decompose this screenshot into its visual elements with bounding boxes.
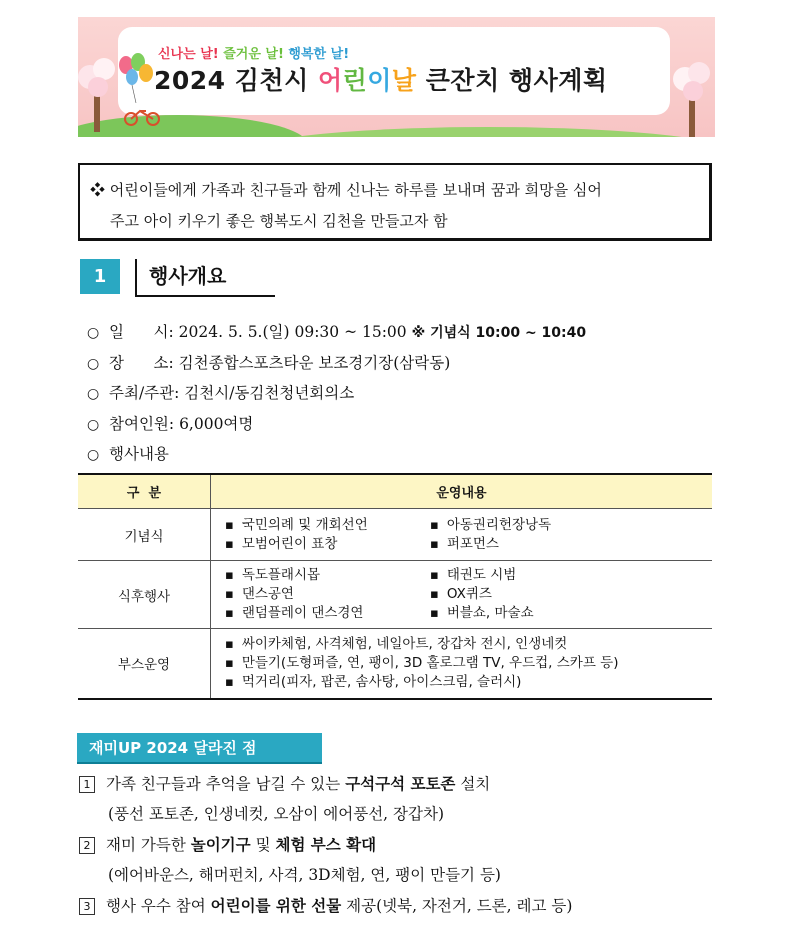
bullet-circle: ○	[87, 325, 100, 341]
table-header: 운영내용	[211, 474, 713, 509]
banner-subtitle	[158, 43, 349, 62]
overview-label: 참여인원	[109, 415, 169, 433]
section-underline	[135, 295, 275, 297]
list-item: ▪ 퍼포먼스	[430, 535, 640, 554]
table-category: 식후행사	[78, 561, 211, 629]
table-category: 부스운영	[78, 629, 211, 699]
list-item: ▪ 먹거리(피자, 팝콘, 솜사탕, 아이스크림, 슬러시)	[225, 673, 711, 692]
table-header-row	[78, 474, 712, 509]
overview-value: 김천종합스포츠타운 보조경기장(삼락동)	[178, 354, 451, 372]
bullet-circle: ○	[87, 356, 100, 372]
bullet-circle: ○	[87, 386, 100, 402]
title-part: 큰잔치 행사계획	[416, 66, 608, 95]
point-text: 설치	[455, 775, 491, 793]
overview-date: ○ 일 시: 2024. 5. 5.(일) 09:30 ~ 15:00 ※ 기념식 10:00 ~ 10:40	[87, 323, 587, 341]
list-item: ▪ 모범어린이 표창	[225, 535, 430, 554]
point-highlight: 어린이를 위한 선물	[210, 897, 342, 915]
balloons-icon	[116, 53, 156, 103]
point-highlight: 구석구석 포토존	[345, 775, 456, 793]
list-item: ▪ 싸이카체험, 사격체험, 네일아트, 장갑차 전시, 인생네컷	[225, 635, 711, 654]
overview-value: 6,000여명	[179, 415, 254, 433]
number-box: 2	[79, 837, 95, 854]
changes-heading-underline	[77, 762, 322, 764]
overview-value: 2024. 5. 5.(일) 09:30 ~ 15:00	[178, 323, 412, 341]
overview-value: 김천시/동김천청년회의소	[184, 384, 355, 402]
overview-label: 장 소	[109, 354, 169, 372]
purpose-line: ❖ 어린이들에게 가족과 친구들과 함께 신나는 하루를 보내며 꿈과 희망을 심어	[90, 181, 602, 199]
change-point	[79, 894, 572, 916]
point-highlight: 놀이기구	[190, 836, 251, 854]
tree-icon	[78, 47, 118, 137]
list-item: ▪ 버블쇼, 마술쇼	[430, 604, 640, 623]
overview-host: ○ 주최/주관: 김천시/동김천청년회의소	[87, 384, 355, 402]
list-item: ▪ 국민의례 및 개회선언	[225, 516, 430, 535]
title-part: 2024 김천시	[154, 66, 318, 95]
table-items	[211, 509, 713, 561]
overview-emphasis: ※ 기념식 10:00 ~ 10:40	[411, 325, 587, 341]
table-items	[211, 629, 713, 699]
change-point	[79, 772, 490, 794]
point-text: 가족 친구들과 추억을 남길 수 있는	[106, 775, 346, 793]
overview-attendance: ○ 참여인원: 6,000여명	[87, 415, 254, 433]
number-box: 3	[79, 898, 95, 915]
overview-label: 주최/주관	[109, 384, 175, 402]
bullet-circle: ○	[87, 447, 100, 463]
point-text: 행사 우수 참여	[106, 897, 211, 915]
list-item: ▪ OX퀴즈	[430, 585, 640, 604]
number-box: 1	[79, 776, 95, 793]
purpose-line: 주고 아이 키우기 좋은 행복도시 김천을 만들고자 함	[110, 212, 448, 230]
title-part: 린	[342, 66, 368, 95]
list-item: ▪ 태권도 시범	[430, 566, 640, 585]
table-category: 기념식	[78, 509, 211, 561]
title-part: 이	[367, 66, 392, 95]
point-text: 재미 가득한	[106, 836, 191, 854]
title-part: 날	[391, 66, 417, 95]
table-row	[78, 561, 712, 629]
overview-label: 일 시	[109, 323, 169, 341]
subtitle-part: 신나는 날!	[158, 47, 219, 62]
purpose-box	[78, 163, 712, 241]
subtitle-part: 행복한 날!	[283, 47, 350, 62]
section-divider	[135, 259, 137, 296]
list-item: ▪ 독도플래시몹	[225, 566, 430, 585]
point-text: 및	[250, 836, 276, 854]
banner-title	[154, 61, 608, 97]
section-number: 1	[80, 259, 120, 294]
subtitle-part: 즐거운 날!	[218, 47, 284, 62]
list-item: ▪ 아동권리헌장낭독	[430, 516, 640, 535]
program-table	[78, 473, 712, 700]
list-item: ▪ 댄스공연	[225, 585, 430, 604]
point-text: 제공(넷북, 자전거, 드론, 레고 등)	[341, 897, 573, 915]
list-item: ▪ 랜덤플레이 댄스경연	[225, 604, 430, 623]
section-title: 행사개요	[149, 264, 227, 288]
overview-place: ○ 장 소: 김천종합스포츠타운 보조경기장(삼락동)	[87, 354, 451, 372]
table-row	[78, 509, 712, 561]
change-point	[79, 833, 376, 855]
overview-label: 행사내용	[109, 445, 169, 463]
change-point-detail: (풍선 포토존, 인생네컷, 오삼이 에어풍선, 장갑차)	[108, 805, 444, 823]
bullet-circle: ○	[87, 417, 100, 433]
overview-content	[87, 442, 169, 464]
point-highlight: 체험 부스 확대	[275, 836, 377, 854]
change-point-detail: (에어바운스, 해머펀치, 사격, 3D체험, 연, 팽이 만들기 등)	[108, 866, 501, 884]
tree-icon	[671, 53, 711, 137]
title-part: 어	[317, 66, 343, 95]
title-banner	[78, 17, 715, 137]
table-header: 구 분	[78, 474, 211, 509]
table-row	[78, 629, 712, 699]
list-item: ▪ 만들기(도형퍼즐, 연, 팽이, 3D 홀로그램 TV, 우드컵, 스카프 등)	[225, 654, 711, 673]
changes-heading: 재미UP 2024 달라진 점	[77, 733, 322, 763]
table-items	[211, 561, 713, 629]
bicycle-icon	[122, 103, 162, 127]
